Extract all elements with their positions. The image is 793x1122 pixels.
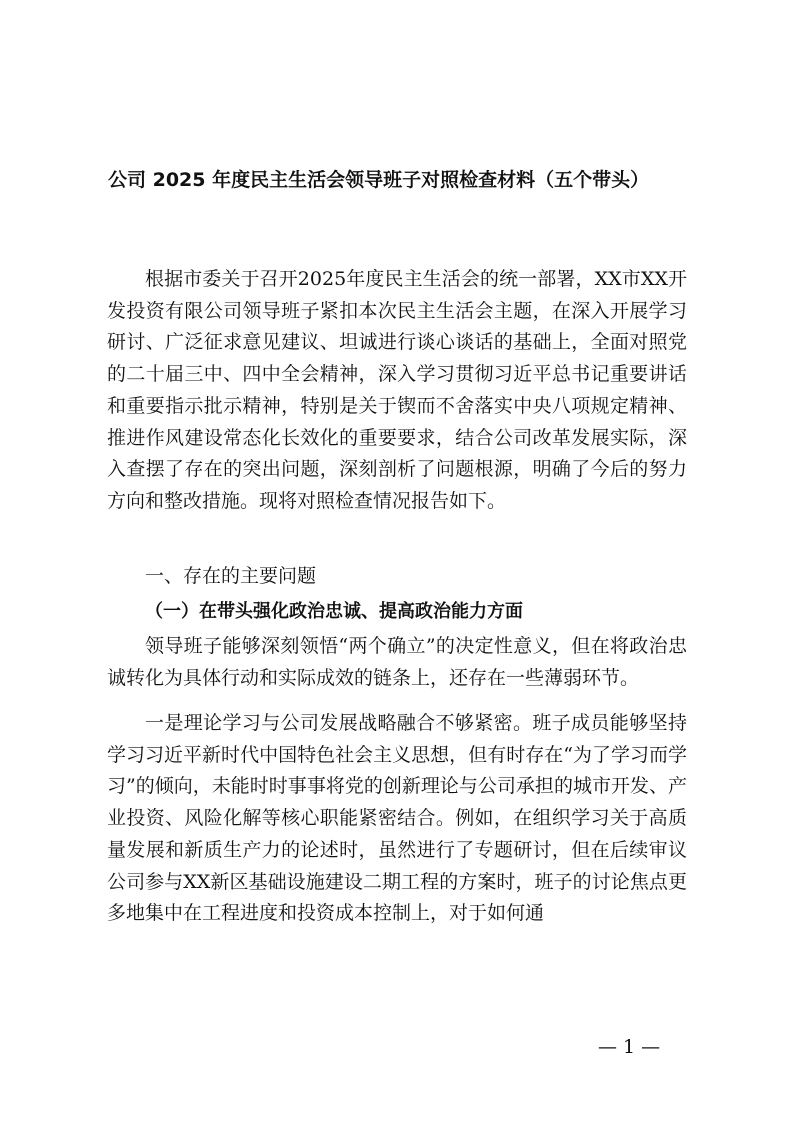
- section-heading: 一、存在的主要问题: [145, 565, 317, 587]
- document-title: 公司 2025 年度民主生活会领导班子对照检查材料（五个带头）: [108, 169, 650, 191]
- paragraph-2: 领导班子能够深刻领悟“两个确立”的决定性意义，但在将政治忠诚转化为具体行动和实际成效的链条上，还存在一些薄弱环节。: [107, 635, 687, 689]
- paragraph-3: 一是理论学习与公司发展战略融合不够紧密。班子成员能够坚持学习习近平新时代中国特色社会主义思想，但有时存在“为了学习而学习”的倾向，未能时时事事将党的创新理论与公司承担的城市开发、产业投资、风险化解等核心职能紧密结合。例如，在组织学习关于高质量发展和新质生产力的论述时，虽然进行了专题研讨，但在后续审议公司参与XX新区基础设施建设二期工程的方案时，班子的讨论焦点更多地集中在工程进度和投资成本控制上，对于如何通: [107, 712, 687, 925]
- page-number: — 1 —: [598, 1036, 661, 1058]
- intro-paragraph: 根据市委关于召开2025年度民主生活会的统一部署，XX市XX开发投资有限公司领导班子紧扣本次民主生活会主题，在深入开展学习研讨、广泛征求意见建议、坦诚进行谈心谈话的基础上，全面对照党的二十届三中、四中全会精神，深入学习贯彻习近平总书记重要讲话和重要指示批示精神，特别是关于锲而不舍落实中央八项规定精神、推进作风建设常态化长效化的重要要求，结合公司改革发展实际，深入查摆了存在的突出问题，深刻剖析了问题根源，明确了今后的努力方向和整改措施。现将对照检查情况报告如下。: [107, 268, 687, 512]
- subsection-heading: （一）在带头强化政治忠诚、提高政治能力方面: [145, 601, 523, 622]
